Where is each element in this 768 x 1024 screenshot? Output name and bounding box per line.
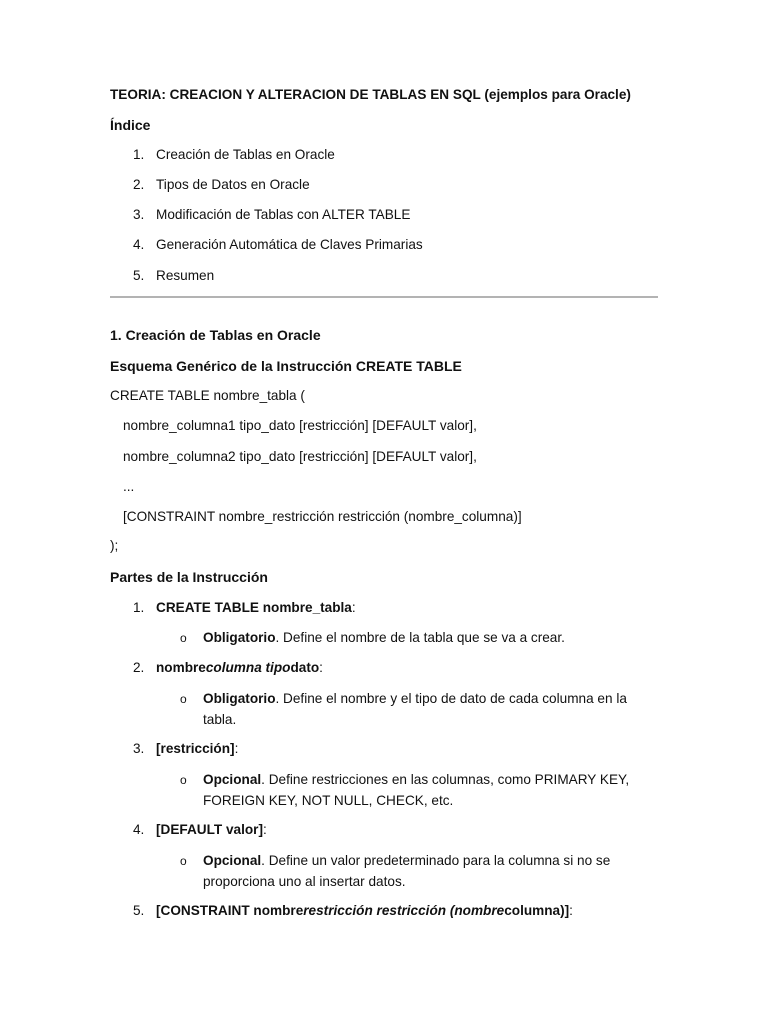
index-item-label: Resumen: [156, 268, 215, 283]
part-title-segment: nombre: [156, 660, 206, 675]
part-requirement: Obligatorio: [203, 691, 276, 706]
part-description: [203, 627, 653, 648]
index-item-label: Tipos de Datos en Oracle: [156, 177, 310, 192]
part-title-segment: :: [263, 822, 267, 837]
section-subheading: Esquema Genérico de la Instrucción CREATE TABLE: [110, 358, 462, 374]
part-title-segment: columna tipo: [205, 660, 291, 675]
part-description: [203, 850, 653, 892]
part-title: [156, 821, 267, 839]
part-title-segment: [restricción]: [156, 741, 235, 756]
code-line: );: [110, 538, 119, 553]
code-line: CREATE TABLE nombre_tabla (: [110, 388, 305, 403]
index-item-number: 3.: [133, 207, 145, 222]
part-title-segment: :: [569, 903, 573, 918]
section-heading: 1. Creación de Tablas en Oracle: [110, 327, 321, 343]
code-line: nombre_columna1 tipo_dato [restricción] [DEFAULT valor],: [123, 418, 477, 433]
part-title-segment: CREATE TABLE nombre_tabla: [156, 600, 352, 615]
part-requirement: Obligatorio: [203, 630, 276, 645]
index-item-number: 4.: [133, 237, 145, 252]
code-line: ...: [123, 479, 135, 494]
part-number: 3.: [133, 741, 145, 756]
part-description-text: . Define el nombre y el tipo de dato de cada columna en la tabla.: [203, 691, 627, 727]
horizontal-rule: [110, 296, 658, 298]
part-title-segment: :: [351, 600, 356, 615]
part-title-segment: dato: [290, 660, 320, 675]
index-item-number: 5.: [133, 268, 145, 283]
part-title: [156, 902, 573, 920]
bullet-marker: o: [180, 773, 187, 787]
index-item-label: Generación Automática de Claves Primarias: [156, 237, 423, 252]
part-requirement: Opcional: [203, 772, 262, 787]
part-number: 4.: [133, 822, 145, 837]
part-description-text: . Define restricciones en las columnas, como PRIMARY KEY, FOREIGN KEY, NOT NULL, CHECK, etc.: [203, 772, 630, 808]
part-description-text: . Define un valor predeterminado para la columna si no se proporciona uno al insertar datos.: [203, 853, 611, 889]
part-title-segment: [DEFAULT valor]: [156, 822, 263, 837]
bullet-marker: o: [180, 692, 187, 706]
document-title: TEORIA: CREACION Y ALTERACION DE TABLAS EN SQL (ejemplos para Oracle): [110, 87, 631, 102]
part-title: [156, 659, 323, 677]
code-line: nombre_columna2 tipo_dato [restricción] [DEFAULT valor],: [123, 449, 477, 464]
bullet-marker: o: [180, 631, 187, 645]
part-title-segment: :: [319, 660, 323, 675]
parts-heading: Partes de la Instrucción: [110, 569, 268, 585]
bullet-marker: o: [180, 854, 187, 868]
part-title: [156, 599, 356, 617]
part-requirement: Opcional: [203, 853, 262, 868]
index-item-label: Creación de Tablas en Oracle: [156, 147, 335, 162]
part-title-segment: restricción restricción (nombre: [303, 903, 505, 918]
code-line: [CONSTRAINT nombre_restricción restricción (nombre_columna)]: [123, 509, 522, 524]
part-description: [203, 769, 653, 811]
part-title-segment: columna)]: [504, 903, 570, 918]
part-title: [156, 740, 238, 758]
part-description-text: . Define el nombre de la tabla que se va a crear.: [275, 630, 565, 645]
part-description: [203, 688, 653, 730]
index-item-label: Modificación de Tablas con ALTER TABLE: [156, 207, 411, 222]
index-item-number: 2.: [133, 177, 145, 192]
part-number: 2.: [133, 660, 145, 675]
part-number: 1.: [133, 600, 145, 615]
part-number: 5.: [133, 903, 145, 918]
part-title-segment: :: [234, 741, 239, 756]
index-item-number: 1.: [133, 147, 145, 162]
part-title-segment: [CONSTRAINT nombre: [156, 903, 304, 918]
index-heading: Índice: [110, 117, 151, 133]
